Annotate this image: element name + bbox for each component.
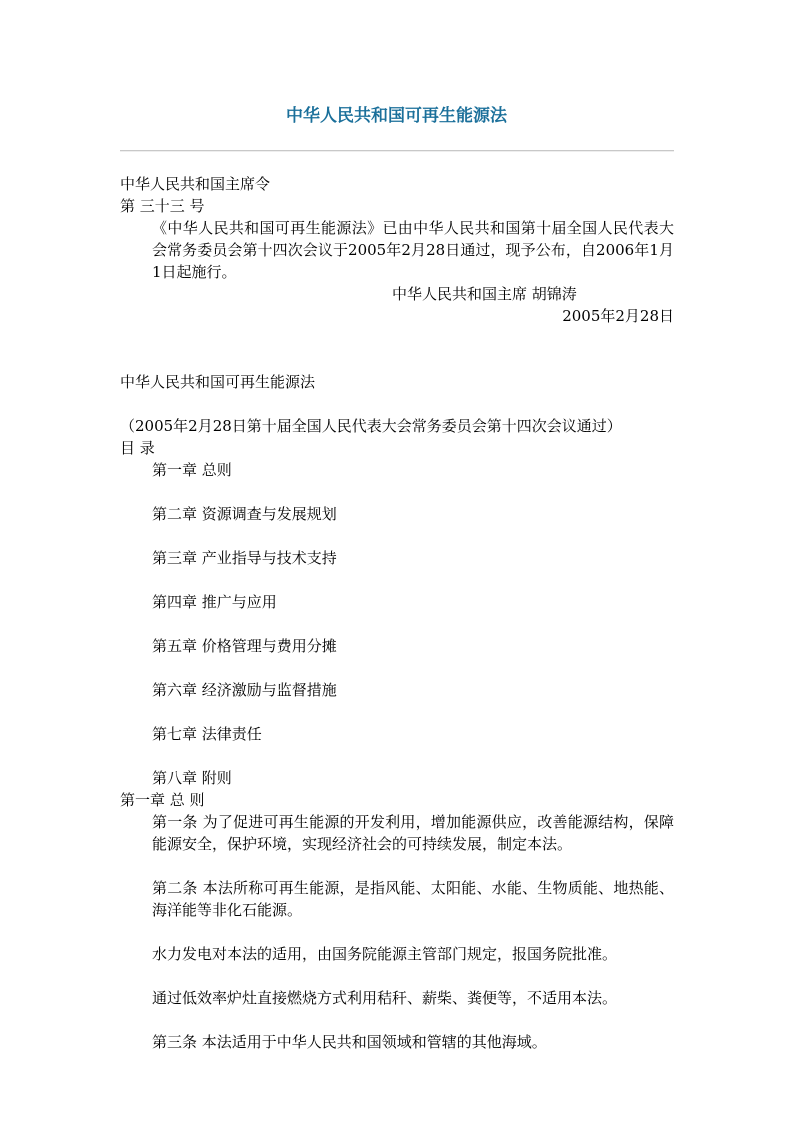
table-of-contents — [120, 459, 674, 789]
chapter-1-heading: 第一章 总 则 — [120, 791, 205, 809]
toc-chapter-6: 第六章 经济激励与监督措施 — [152, 681, 337, 699]
article-2-paragraph-2: 水力发电对本法的适用，由国务院能源主管部门规定，报国务院批准。 — [152, 945, 618, 963]
article-1: 第一条 为了促进可再生能源的开发利用，增加能源供应，改善能源结构，保障能源安全，保护环境，实现经济社会的可持续发展，制定本法。 — [152, 813, 674, 853]
order-number: 第 三十三 号 — [120, 197, 205, 215]
document-body — [120, 173, 674, 1053]
toc-chapter-2: 第二章 资源调查与发展规划 — [152, 505, 337, 523]
article-3: 第三条 本法适用于中华人民共和国领域和管辖的其他海域。 — [152, 1033, 547, 1051]
toc-heading: 目 录 — [120, 439, 155, 457]
order-signature: 中华人民共和国主席 胡锦涛 — [392, 285, 577, 303]
title-divider — [120, 150, 674, 152]
toc-chapter-5: 第五章 价格管理与费用分摊 — [152, 637, 337, 655]
article-2: 第二条 本法所称可再生能源，是指风能、太阳能、水能、生物质能、地热能、海洋能等非化石能源。 — [152, 879, 674, 919]
toc-chapter-4: 第四章 推广与应用 — [152, 593, 277, 611]
law-adoption-note: （2005年2月28日第十届全国人民代表大会常务委员会第十四次会议通过） — [120, 417, 622, 435]
toc-chapter-3: 第三章 产业指导与技术支持 — [152, 549, 337, 567]
toc-chapter-7: 第七章 法律责任 — [152, 725, 262, 743]
document-title: 中华人民共和国可再生能源法 — [286, 106, 507, 126]
article-2-paragraph-3: 通过低效率炉灶直接燃烧方式利用秸秆、薪柴、粪便等，不适用本法。 — [152, 989, 618, 1007]
toc-chapter-1: 第一章 总则 — [152, 461, 232, 479]
order-issuer: 中华人民共和国主席令 — [120, 175, 271, 193]
spacer — [120, 393, 674, 415]
order-date: 2005年2月28日 — [562, 307, 674, 325]
order-announcement: 《中华人民共和国可再生能源法》已由中华人民共和国第十届全国人民代表大会常务委员会第十四次会议于2005年2月28日通过，现予公布，自2006年1月1日起施行。 — [152, 219, 674, 281]
law-name: 中华人民共和国可再生能源法 — [120, 373, 316, 391]
spacer — [120, 327, 674, 371]
toc-chapter-8: 第八章 附则 — [152, 769, 232, 787]
